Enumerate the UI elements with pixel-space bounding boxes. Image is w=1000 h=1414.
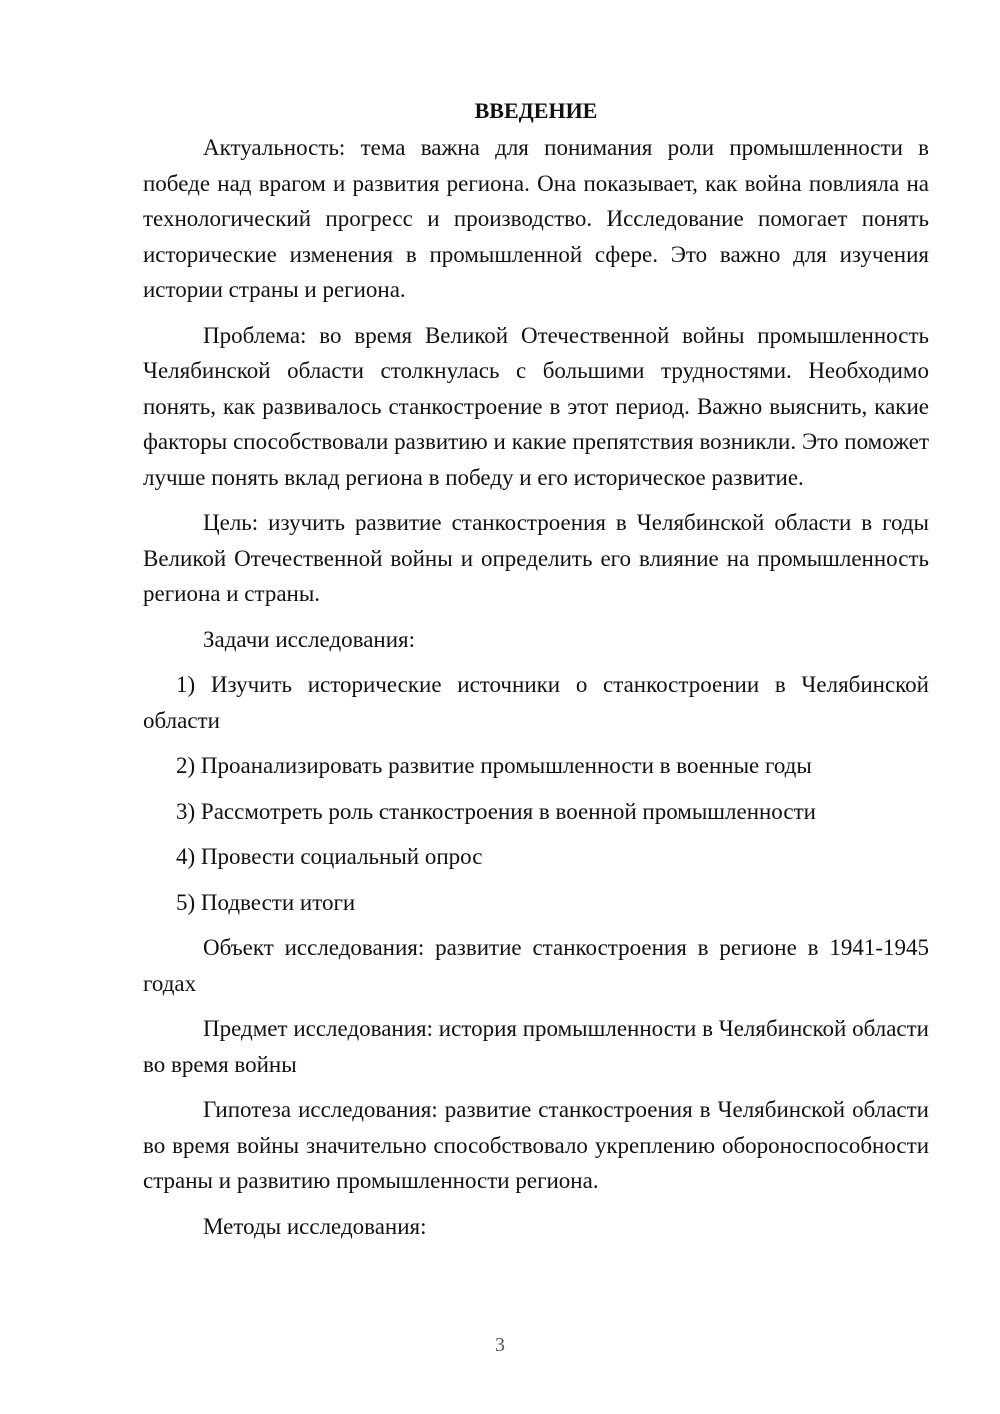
goal-paragraph: Цель: изучить развитие станкостроения в Челябинской области в годы Великой Отечественной войны и определить его влияние на промышленность региона и страны. [143,510,929,606]
page-title: ВВЕДЕНИЕ [474,98,598,123]
subject-paragraph: Предмет исследования: история промышленности в Челябинской области во время войны [143,1016,929,1077]
task-item: 2) Проанализировать развитие промышленности в военные годы [176,753,812,778]
task-item: 1) Изучить исторические источники о станкостроении в Челябинской области [143,672,929,733]
tasks-heading: Задачи исследования: [203,626,416,652]
relevance-paragraph: Актуальность: тема важна для понимания роли промышленности в победе над врагом и развития региона. Она показывает, как война повлияла на технологический прогресс и производство. Исследование помогает понять исторические изменения в промышленной сфере. Это важно для изучения истории страны и региона. [143,135,929,302]
task-item: 4) Провести социальный опрос [176,844,483,869]
object-paragraph: Объект исследования: развитие станкостроения в регионе в 1941-1945 годах [143,935,929,996]
hypothesis-paragraph: Гипотеза исследования: развитие станкостроения в Челябинской области во время войны значительно способствовало укреплению обороноспособности страны и развитию промышленности региона. [143,1097,929,1193]
problem-paragraph: Проблема: во время Великой Отечественной войны промышленность Челябинской области столкнулась с большими трудностями. Необходимо понять, как развивалось станкостроение в этот период. Важно выяснить, какие факторы способствовали развитию и какие препятствия возникли. Это поможет лучше понять вклад региона в победу и его историческое развитие. [143,322,929,490]
task-item: 3) Рассмотреть роль станкостроения в военной промышленности [176,798,816,824]
task-item: 5) Подвести итоги [176,889,356,915]
methods-heading: Методы исследования: [203,1213,427,1239]
page-number: 3 [495,1334,505,1356]
page-content [143,94,929,1244]
